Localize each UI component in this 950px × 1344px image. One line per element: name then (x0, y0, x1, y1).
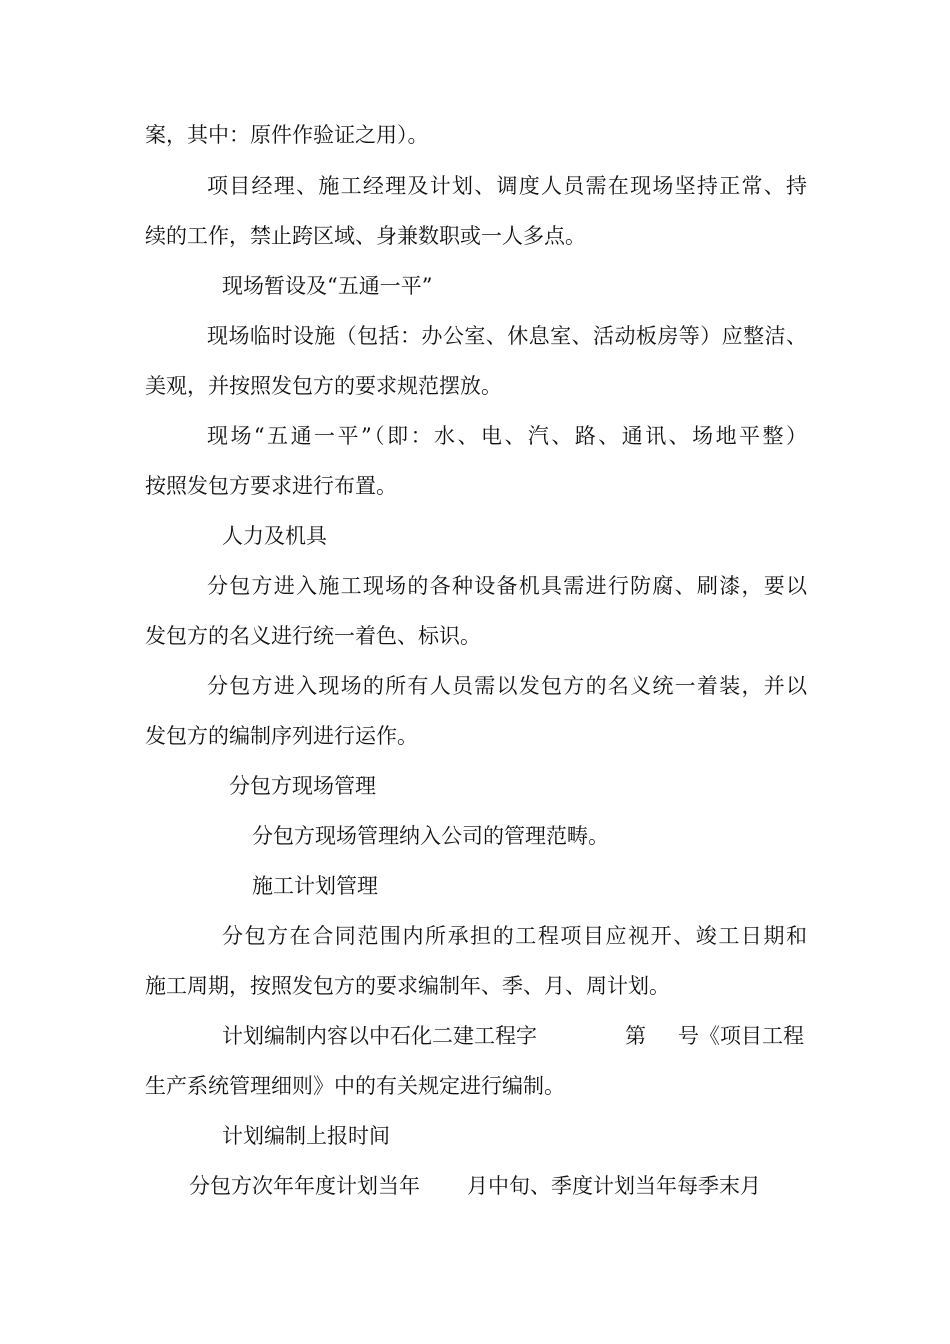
text-line: 计划编制内容以中石化二建工程字 (222, 1024, 537, 1048)
section-heading: 计划编制上报时间 (222, 1124, 390, 1148)
section-heading: 分包方现场管理 (229, 774, 376, 798)
section-heading: 现场暂设及“五通一平” (222, 274, 433, 298)
text-line: 分包方次年年度计划当年 (189, 1174, 420, 1198)
text-line: 案，其中：原件作验证之用）。 (145, 123, 429, 147)
text-line: 续的工作，禁止跨区域、身兼数职或一人多点。 (145, 224, 586, 248)
text-line: 分包方现场管理纳入公司的管理范畴。 (252, 824, 609, 848)
text-line: 按照发包方要求进行布置。 (145, 474, 397, 498)
text-line: 发包方的名义进行统一着色、标识。 (145, 624, 481, 648)
text-line: 生产系统管理细则》中的有关规定进行编制。 (145, 1074, 565, 1098)
text-line: 分包方进入施工现场的各种设备机具需进行防腐、刷漆，要以 (207, 574, 807, 598)
text-line: 现场“五通一平”（即：水、电、汽、路、通讯、场地平整） (207, 424, 807, 448)
text-line: 第 (625, 1024, 646, 1048)
text-line: 分包方进入现场的所有人员需以发包方的名义统一着装，并以 (207, 674, 807, 698)
text-line: 月中旬、季度计划当年每季末月 (467, 1174, 761, 1198)
text-line: 现场临时设施（包括：办公室、休息室、活动板房等）应整洁、 (207, 324, 807, 348)
text-line: 号《项目工程 (678, 1024, 804, 1048)
text-line: 美观，并按照发包方的要求规范摆放。 (145, 374, 502, 398)
section-heading: 施工计划管理 (252, 874, 378, 898)
text-line: 施工周期，按照发包方的要求编制年、季、月、周计划。 (145, 974, 670, 998)
text-line: 分包方在合同范围内所承担的工程项目应视开、竣工日期和 (222, 924, 807, 948)
text-line: 发包方的编制序列进行运作。 (145, 724, 418, 748)
section-heading: 人力及机具 (222, 524, 327, 548)
text-line: 项目经理、施工经理及计划、调度人员需在现场坚持正常、持 (207, 174, 807, 198)
